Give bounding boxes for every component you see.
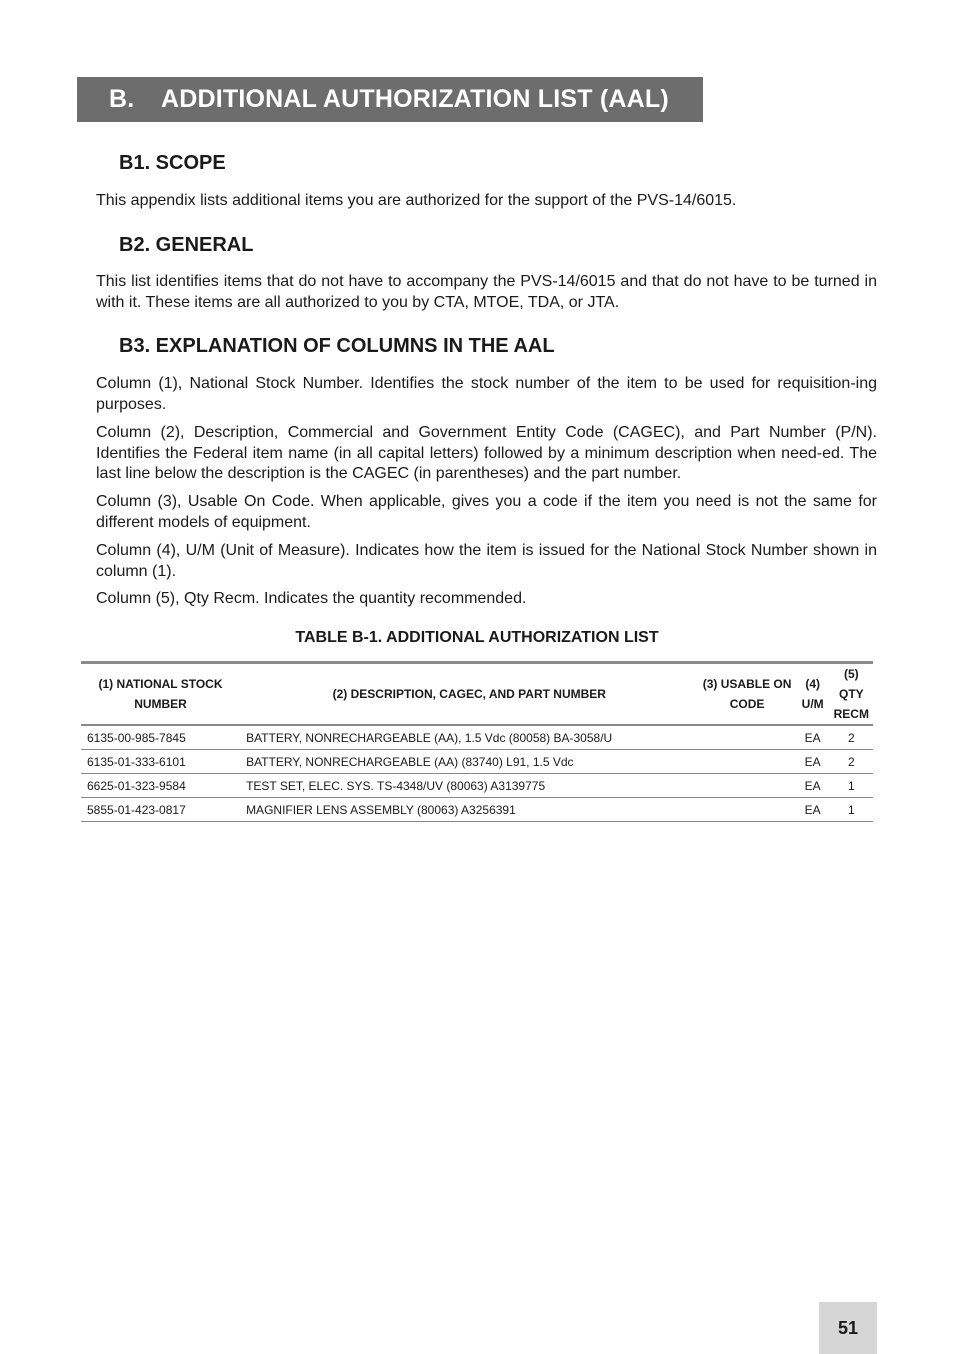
appendix-title: ADDITIONAL AUTHORIZATION LIST (AAL) <box>161 85 669 113</box>
cell-um: EA <box>796 798 830 822</box>
cell-description: MAGNIFIER LENS ASSEMBLY (80063) A3256391 <box>240 798 698 822</box>
table-row <box>81 750 873 774</box>
scope-text: This appendix lists additional items you are authorized for the support of the PVS-14/6015. <box>96 192 737 209</box>
explanation-paragraph-1: Column (1), National Stock Number. Identifies the stock number of the item to be used for requisition-ing purposes. <box>96 375 877 413</box>
general-text: This list identifies items that do not have to accompany the PVS-14/6015 and that do not have to be turned in with it. These items are all authorized to you by CTA, MTOE, TDA, or JTA. <box>96 273 877 311</box>
explanation-paragraph-3: Column (3), Usable On Code. When applicable, gives you a code if the item you need is not the same for different models of equipment. <box>96 493 877 531</box>
cell-nsn: 6135-01-333-6101 <box>81 750 240 774</box>
cell-nsn: 6135-00-985-7845 <box>81 725 240 750</box>
appendix-letter: B. <box>109 85 135 113</box>
table-row <box>81 725 873 750</box>
cell-um: EA <box>796 725 830 750</box>
table-row <box>81 798 873 822</box>
appendix-banner <box>77 77 703 122</box>
aal-table <box>81 661 873 822</box>
table-header-row <box>81 663 873 726</box>
cell-nsn: 5855-01-423-0817 <box>81 798 240 822</box>
explanation-heading: B3. EXPLANATION OF COLUMNS IN THE AAL <box>119 335 555 357</box>
general-heading: B2. GENERAL <box>119 234 254 256</box>
cell-description: BATTERY, NONRECHARGEABLE (AA), 1.5 Vdc (80058) BA-3058/U <box>240 725 698 750</box>
cell-usable-on <box>699 798 796 822</box>
table-title: TABLE B-1. ADDITIONAL AUTHORIZATION LIST <box>295 629 659 646</box>
cell-qty: 2 <box>830 725 873 750</box>
header-qty: (5) QTY RECM <box>830 663 873 726</box>
cell-usable-on <box>699 725 796 750</box>
cell-nsn: 6625-01-323-9584 <box>81 774 240 798</box>
cell-qty: 1 <box>830 774 873 798</box>
cell-description: BATTERY, NONRECHARGEABLE (AA) (83740) L91, 1.5 Vdc <box>240 750 698 774</box>
cell-qty: 1 <box>830 798 873 822</box>
explanation-paragraph-4: Column (4), U/M (Unit of Measure). Indicates how the item is issued for the National Stock Number shown in column (1). <box>96 542 877 580</box>
table-row <box>81 774 873 798</box>
cell-usable-on <box>699 774 796 798</box>
explanation-paragraph-2: Column (2), Description, Commercial and Government Entity Code (CAGEC), and Part Number (P/N). Identifies the Federal item name (in all capital letters) followed by a minimum description when need-ed. The last line below the description is the CAGEC (in parentheses) and the part number. <box>96 424 877 482</box>
page-number: 51 <box>819 1302 877 1354</box>
header-nsn: (1) NATIONAL STOCK NUMBER <box>81 663 240 726</box>
cell-qty: 2 <box>830 750 873 774</box>
cell-um: EA <box>796 774 830 798</box>
cell-description: TEST SET, ELEC. SYS. TS-4348/UV (80063) A3139775 <box>240 774 698 798</box>
cell-um: EA <box>796 750 830 774</box>
cell-usable-on <box>699 750 796 774</box>
header-description: (2) DESCRIPTION, CAGEC, AND PART NUMBER <box>240 663 698 726</box>
header-um: (4) U/M <box>796 663 830 726</box>
explanation-paragraph-5: Column (5), Qty Recm. Indicates the quantity recommended. <box>96 590 527 607</box>
scope-heading: B1. SCOPE <box>119 152 226 174</box>
header-usable-on: (3) USABLE ON CODE <box>699 663 796 726</box>
